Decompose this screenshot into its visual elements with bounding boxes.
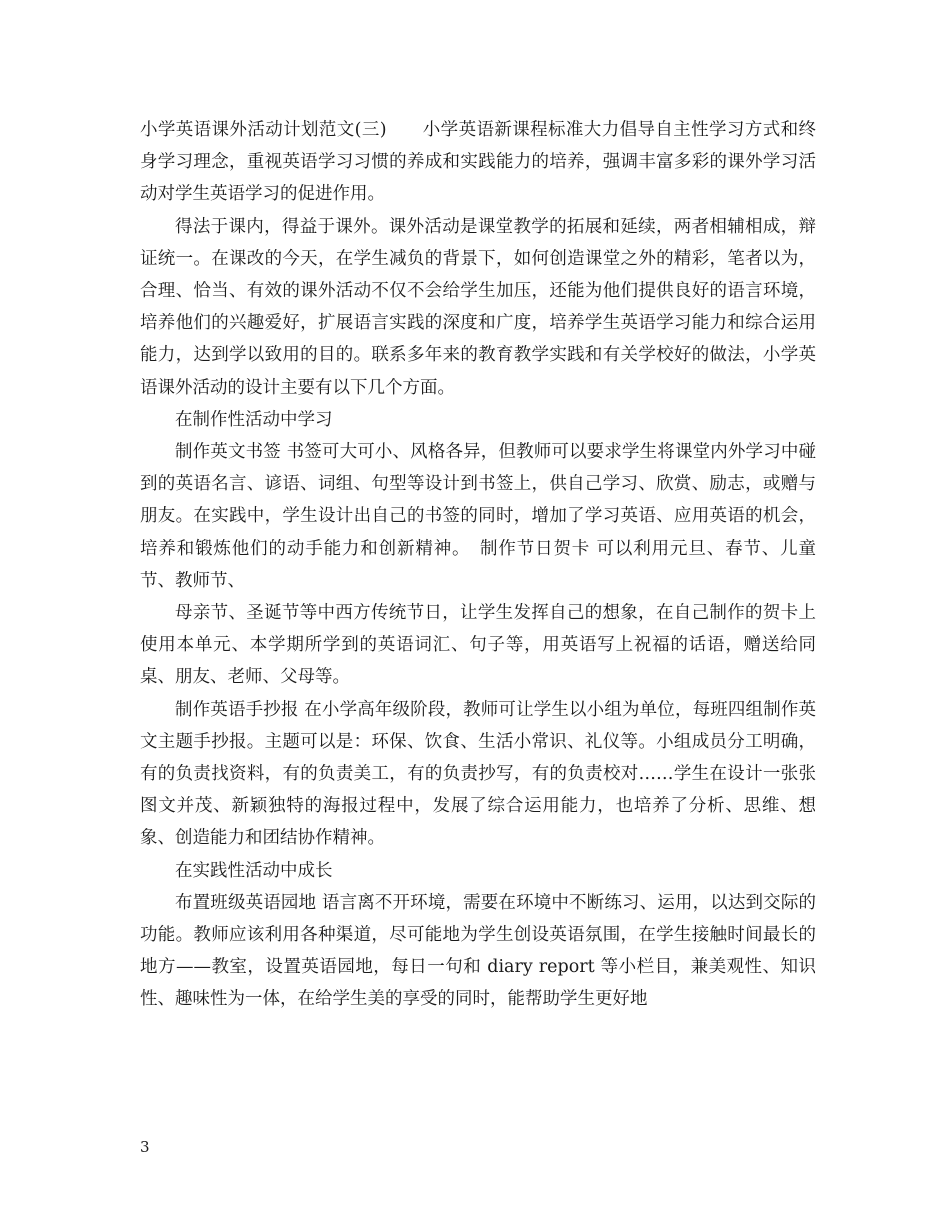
paragraph-english-corner: 布置班级英语园地 语言离不开环境，需要在环境中不断练习、运用，以达到交际的功能。教师应该利用各种渠道，尽可能地为学生创设英语氛围，在学生接触时间最长的地方——教室，设置英语园地，每日一句和 diary report 等小栏目，兼美观性、知识性、趣味性为一体，在给学生美的享受的同时，能帮助学生更好地: [140, 892, 816, 1010]
section-heading-crafting: 在制作性活动中学习: [175, 409, 333, 430]
page-number: 3: [140, 1138, 150, 1156]
paragraph-extracurricular-value: 得法于课内，得益于课外。课外活动是课堂教学的拓展和延续，两者相辅相成，辩证统一。在课改的今天，在学生减负的背景下，如何创造课堂之外的精彩，笔者以为，合理、恰当、有效的课外活动不仅不会给学生加压，还能为他们提供良好的语言环境，培养他们的兴趣爱好，扩展语言实践的深度和广度，培养学生英语学习能力和综合运用能力，达到学以致用的目的。联系多年来的教育教学实践和有关学校好的做法，小学英语课外活动的设计主要有以下几个方面。: [140, 216, 816, 398]
paragraph-festivals: 母亲节、圣诞节等中西方传统节日，让学生发挥自己的想象，在自己制作的贺卡上使用本单元、本学期所学到的英语词汇、句子等，用英语写上祝福的话语，赠送给同桌、朋友、老师、父母等。: [140, 603, 816, 688]
paragraph-bookmarks-cards: 制作英文书签 书签可大可小、风格各异，但教师可以要求学生将课堂内外学习中碰到的英语名言、谚语、词组、句型等设计到书签上，供自己学习、欣赏、励志，或赠与朋友。在实践中，学生设计出自己的书签的同时，增加了学习英语、应用英语的机会，培养和锻炼他们的动手能力和创新精神。 制作节日贺卡 可以利用元旦、春节、儿童节、教师节、: [140, 442, 816, 591]
section-heading-practice: 在实践性活动中成长: [175, 860, 333, 881]
paragraph-intro: 小学英语课外活动计划范文(三) 小学英语新课程标准大力倡导自主性学习方式和终身学习理念，重视英语学习习惯的养成和实践能力的培养，强调丰富多彩的课外学习活动对学生英语学习的促进作用。: [140, 120, 816, 205]
paragraph-handwritten-newspaper: 制作英语手抄报 在小学高年级阶段，教师可让学生以小组为单位，每班四组制作英文主题手抄报。主题可以是：环保、饮食、生活小常识、礼仪等。小组成员分工明确，有的负责找资料，有的负责美工，有的负责抄写，有的负责校对……学生在设计一张张图文并茂、新颖独特的海报过程中，发展了综合运用能力，也培养了分析、思维、想象、创造能力和团结协作精神。: [140, 699, 816, 849]
document-body: [140, 114, 816, 1016]
